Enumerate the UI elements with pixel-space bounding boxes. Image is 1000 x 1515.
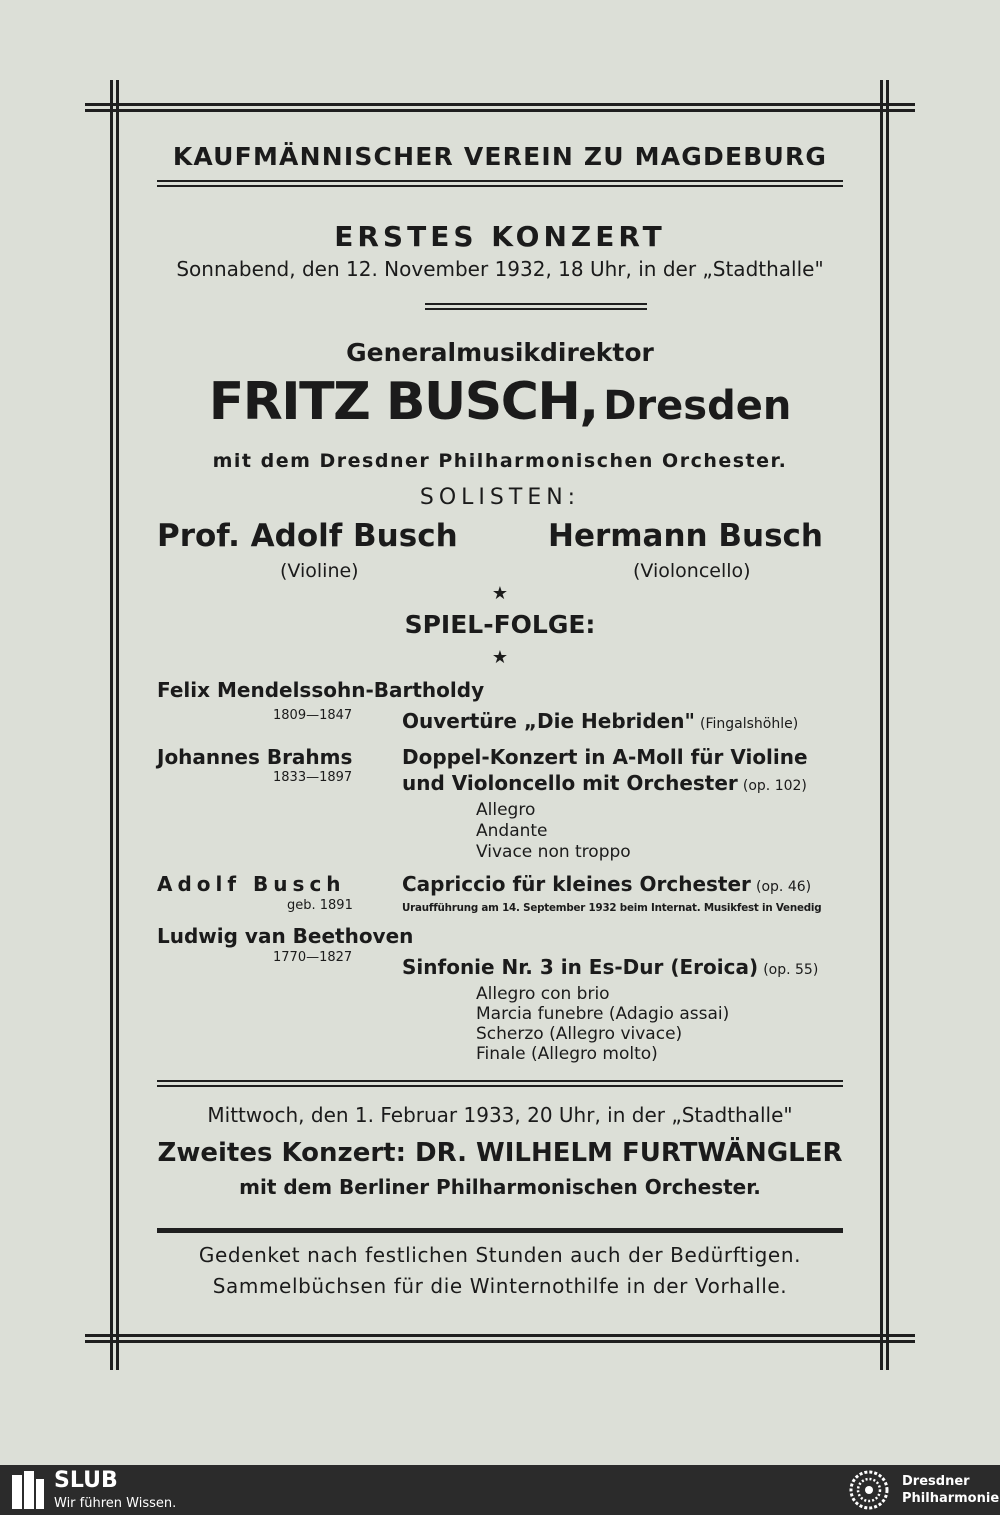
conductor-name-text: FRITZ BUSCH, [208, 372, 598, 432]
movement-beethoven-3: Scherzo (Allegro vivace) [476, 1024, 683, 1044]
next-concert-top-rule-2 [157, 1085, 843, 1087]
conductor-title: Generalmusikdirektor [346, 338, 654, 367]
dresdner-philharmonie-logo-icon [843, 1469, 895, 1511]
composer-mendelssohn: Felix Mendelssohn-Bartholdy [157, 678, 485, 702]
frame-top-line-inner [85, 109, 915, 112]
work-adolf-busch [402, 872, 811, 896]
frame-bottom-line-outer [85, 1334, 915, 1337]
dresdner-philharmonie-line2: Philharmonie [902, 1491, 1000, 1506]
dates-brahms: 1833—1897 [273, 770, 353, 785]
movement-brahms-2: Andante [476, 821, 548, 841]
movement-beethoven-1: Allegro con brio [476, 984, 610, 1004]
conductor-city: Dresden [603, 383, 792, 429]
dates-mendelssohn: 1809—1847 [273, 708, 353, 723]
frame-top-line-outer [85, 103, 915, 106]
conductor-orchestra: mit dem Dresdner Philharmonischen Orchester. [212, 450, 788, 472]
opus-brahms: (op. 102) [742, 778, 807, 794]
work-brahms-line1: Doppel-Konzert in A-Moll für Violine [402, 745, 808, 769]
soloist-left-name: Prof. Adolf Busch [157, 518, 458, 554]
star-ornament-1: ★ [491, 583, 509, 604]
soloists-heading: SOLISTEN: [419, 485, 581, 510]
society-underline-2 [157, 185, 843, 187]
dresdner-philharmonie-line1: Dresdner [902, 1474, 970, 1489]
dates-adolf-busch: geb. 1891 [287, 898, 353, 913]
slub-tagline: Wir führen Wissen. [54, 1496, 177, 1511]
conductor-name [157, 372, 843, 432]
program-heading: SPIEL-FOLGE: [404, 610, 596, 639]
work-mendelssohn [402, 709, 798, 733]
next-concert-top-rule-1 [157, 1080, 843, 1082]
society-name: KAUFMÄNNISCHER VEREIN ZU MAGDEBURG [172, 142, 828, 171]
composer-beethoven: Ludwig van Beethoven [157, 924, 414, 948]
dates-beethoven: 1770—1827 [273, 950, 353, 965]
work-mendelssohn-title: Ouvertüre „Die Hebriden" [402, 709, 695, 733]
soloist-left-instrument: (Violine) [280, 560, 359, 582]
slub-logo-icon [10, 1469, 46, 1511]
charity-line-1: Gedenket nach festlichen Stunden auch der Bedürftigen. [198, 1243, 802, 1267]
footer-bar [0, 1465, 1000, 1515]
work-mendelssohn-note: (Fingalshöhle) [700, 716, 799, 732]
soloist-right-name: Hermann Busch [548, 518, 824, 554]
work-beethoven [402, 955, 818, 979]
opus-beethoven: (op. 55) [763, 962, 819, 978]
composer-brahms: Johannes Brahms [157, 745, 353, 769]
star-ornament-2: ★ [491, 647, 509, 668]
work-brahms-line2-text: und Violoncello mit Orchester [402, 771, 738, 795]
next-concert-orchestra: mit dem Berliner Philharmonischen Orchester. [239, 1175, 761, 1199]
movement-brahms-1: Allegro [476, 800, 536, 820]
work-adolf-busch-title: Capriccio für kleines Orchester [402, 872, 751, 896]
frame-bottom-line-inner [85, 1340, 915, 1343]
next-concert-date-line: Mittwoch, den 1. Februar 1933, 20 Uhr, in der „Stadthalle" [207, 1103, 793, 1127]
opus-adolf-busch: (op. 46) [756, 879, 812, 895]
separator-line-2 [425, 308, 647, 310]
slub-logo-text: SLUB [54, 1468, 118, 1493]
note-adolf-busch: Uraufführung am 14. September 1932 beim Internat. Musikfest in Venedig [402, 902, 822, 914]
next-concert-title: Zweites Konzert: DR. WILHELM FURTWÄNGLER [157, 1138, 843, 1168]
separator-line-1 [425, 303, 647, 305]
concert-date-line: Sonnabend, den 12. November 1932, 18 Uhr, in der „Stadthalle" [176, 257, 824, 281]
movement-brahms-3: Vivace non troppo [476, 842, 631, 862]
charity-line-2: Sammelbüchsen für die Winternothilfe in der Vorhalle. [212, 1274, 788, 1298]
charity-top-rule [157, 1228, 843, 1233]
society-underline-1 [157, 180, 843, 182]
work-brahms-line2 [402, 771, 807, 795]
soloist-right-instrument: (Violoncello) [633, 560, 751, 582]
work-beethoven-title: Sinfonie Nr. 3 in Es-Dur (Eroica) [402, 955, 759, 979]
movement-beethoven-4: Finale (Allegro molto) [476, 1044, 658, 1064]
movement-beethoven-2: Marcia funebre (Adagio assai) [476, 1004, 730, 1024]
composer-adolf-busch: Adolf Busch [157, 872, 346, 896]
concert-title: ERSTES KONZERT [334, 220, 666, 253]
